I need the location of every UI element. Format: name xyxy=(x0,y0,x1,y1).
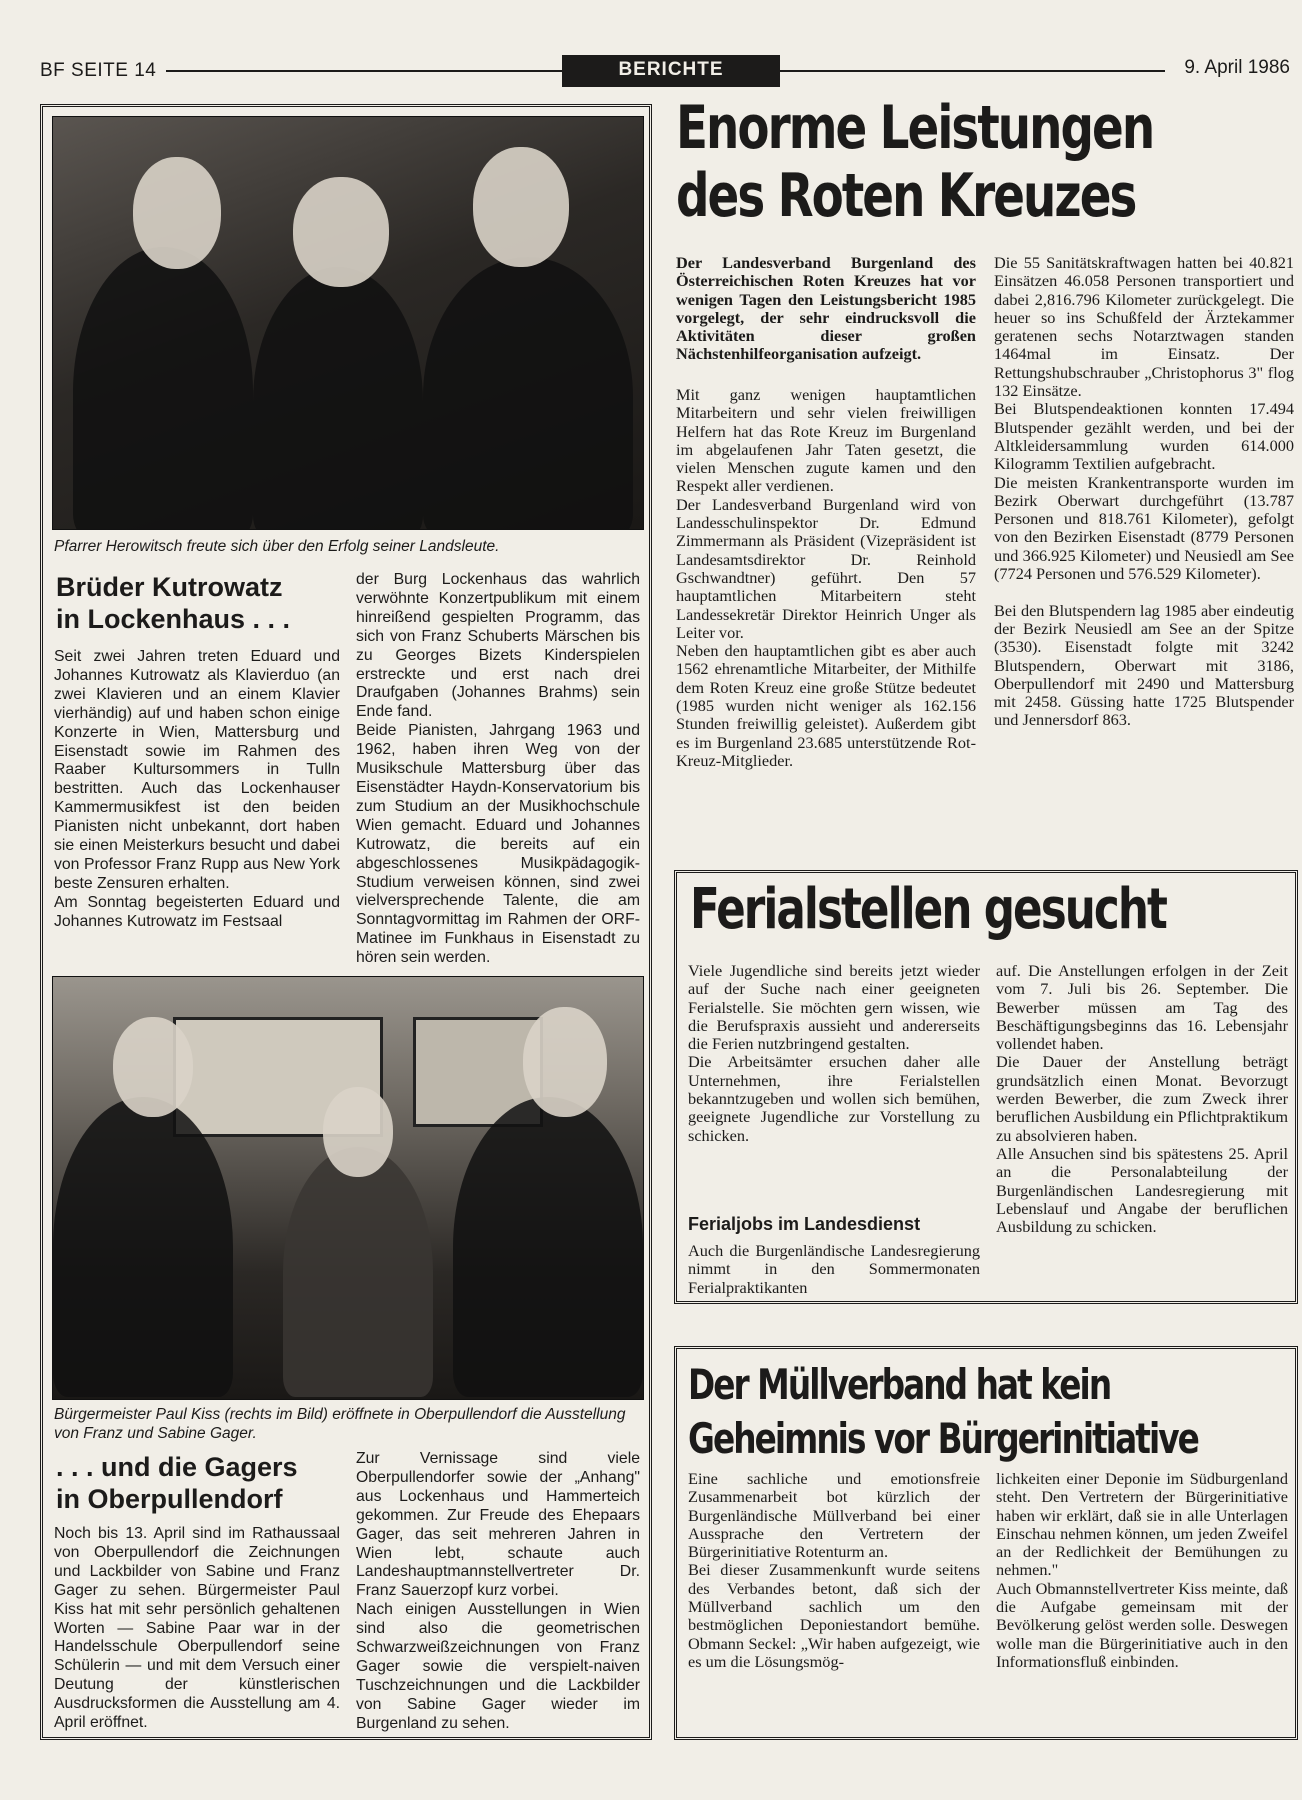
rotes-kreuz-headline-line1: Enorme Leistungen xyxy=(676,93,1154,163)
photo-exhibition-caption: Bürgermeister Paul Kiss (rechts im Bild) eröffnete in Oberpullendorf die Ausstellung von Franz und Sabine Gager. xyxy=(54,1406,626,1442)
gager-headline xyxy=(56,1451,346,1515)
kutrowatz-headline-line1: Brüder Kutrowatz xyxy=(56,572,283,602)
photo-pianists-caption: Pfarrer Herowitsch freute sich über den Erfolg seiner Landsleute. xyxy=(54,538,500,555)
section-label: BERICHTE xyxy=(562,55,780,87)
ferial-headline: Ferialstellen gesucht xyxy=(690,877,1166,942)
photo-pianists xyxy=(52,116,644,530)
rotes-kreuz-lead: Der Landesverband Burgenland des Österreichischen Roten Kreuzes hat vor wenigen Tagen den Leistungsbericht 1985 vorgelegt, der sehr eindrucksvoll die Aktivitäten dieser großen Nächstenhilfeorganisation aufzeigt. xyxy=(676,253,976,364)
muell-col1: Eine sachliche und emotionsfreie Zusammenarbeit bot kürzlich der Burgenländische Müllverband bei einer Aussprache den Vertretern der Bürgerinitiative Rotenturm an. Bei dieser Zusammenkunft wurde seitens des Verbandes betont, daß sich der Müllverband sachlich um den bestmöglichen Deponiestandort bemühe. Obmann Seckel: „Wir haben aufgezeigt, wie es um die Lösungsmög- xyxy=(688,1469,980,1671)
header-rule-right xyxy=(780,70,1165,72)
ferial-col2: auf. Die Anstellungen erfolgen in der Zeit vom 7. Juli bis 26. September. Die Bewerber müssen am Tag des Beschäftigungsbeginns das 16. Lebensjahr vollendet haben. Die Dauer der Anstellung beträgt grundsätzlich einen Monat. Bevorzugt werden Bewerber, die zum Zweck ihrer beruflichen Ausbildung ein Pflichtpraktikum zu absolvieren haben. Alle Ansuchen sind bis spätestens 25. April an die Personalabteilung der Burgenländischen Landesregierung mit Lebenslauf und Angabe der beruflichen Ausbildung zu schicken. xyxy=(996,961,1288,1237)
kutrowatz-headline xyxy=(56,571,346,635)
gager-headline-line2: in Oberpullendorf xyxy=(56,1484,283,1514)
rotes-kreuz-col1: Mit ganz wenigen hauptamtlichen Mitarbeitern und sehr vielen freiwilligen Helfern hat das Rote Kreuz im Burgenland im abgelaufenen Jahr Taten gesetzt, die vielen Menschen zugute kamen und den Respekt aller verdienen. Der Landesverband Burgenland wird von Landesschulinspektor Dr. Edmund Zimmermann als Präsident (Vizepräsident ist Landesamtsdirektor Dr. Reinhold Gschwandtner) geführt. Den 57 hauptamtlichen Mitarbeitern steht Landessekretär Direktor Heinrich Unger als Leiter vor. Neben den hauptamtlichen gibt es aber auch 1562 ehrenamtliche Mitarbeiter, der Mithilfe dem Roten Kreuz eine große Stütze bedeutet (1985 wurden nicht weniger als 162.156 Stunden freiwillig geleistet). Außerdem gibt es im Burgenland 23.685 unterstützende Rot-Kreuz-Mitglieder. xyxy=(676,385,976,770)
rotes-kreuz-headline xyxy=(676,94,1160,230)
header-rule-left xyxy=(166,70,562,72)
issue-date: 9. April 1986 xyxy=(1184,57,1290,78)
kutrowatz-col1: Seit zwei Jahren treten Eduard und Johannes Kutrowatz als Klavierduo (an zwei Klavieren und an einem Klavier vierhändig) auf und haben schon einige Konzerte in Wien, Mattersburg und Eisenstadt sowie im Rahmen des Raaber Kultursommers in Tulln bestritten. Auch das Lockenhauser Kammermusikfest ist den beiden Pianisten nicht unbekannt, dort haben sie einen Meisterkurs besucht und dabei von Professor Franz Rupp aus New York beste Zensuren erhalten. Am Sonntag begeisterten Eduard und Johannes Kutrowatz im Festsaal xyxy=(54,648,340,930)
muell-headline-line2: Geheimnis vor Bürgerinitiative xyxy=(688,1414,1198,1463)
muell-headline xyxy=(688,1358,1281,1466)
page-label: BF SEITE 14 xyxy=(40,60,157,81)
ferial-col1b: Auch die Burgenländische Landesregierung nimmt in den Sommermonaten Ferialpraktikanten xyxy=(688,1241,980,1297)
photo-exhibition xyxy=(52,976,644,1400)
muell-col2: lichkeiten einer Deponie im Südburgenland steht. Den Vertretern der Bürgerinitiative haben wir erklärt, daß sie in alle Unterlagen Einschau nehmen können, um jeden Zweifel an der Redlichkeit der Bemühungen zu nehmen." Auch Obmannstellvertreter Kiss meinte, daß die Aufgabe gemeinsam mit der Bevölkerung gelöst werden solle. Deswegen wolle man die Bürgerinitiative auch in den Informationsfluß einbinden. xyxy=(996,1469,1288,1671)
ferial-subhead: Ferialjobs im Landesdienst xyxy=(688,1214,921,1234)
kutrowatz-headline-line2: in Lockenhaus . . . xyxy=(56,604,291,634)
rotes-kreuz-col2: Die 55 Sanitätskraftwagen hatten bei 40.821 Einsätzen 46.058 Personen transportiert und dabei 2,816.796 Kilometer zurückgelegt. Die heuer so ins Schußfeld der Ärztekammer geratenen sechs Notarztwagen standen 1464mal im Einsatz. Der Rettungshubschrauber „Christophorus 3" flog 132 Einsätze. Bei Blutspendeaktionen konnten 17.494 Blutspender gezählt werden, und bei der Altkleidersammlung wurden 614.000 Kilogramm Textilien aufgebracht. Die meisten Krankentransporte wurden im Bezirk Oberwart durchgeführt (13.787 Personen und 818.761 Kilometer), gefolgt von den Bezirken Eisenstadt (8779 Personen und 366.925 Kilometer) und Neusiedl am See (7724 Personen und 576.529 Kilometer). Bei den Blutspendern lag 1985 aber eindeutig der Bezirk Neusiedl am See an der Spitze (3530). Eisenstadt folgte mit 3242 Blutspendern, Oberwart mit 3186, Oberpullendorf mit 2490 und Mattersburg mit 2458. Güssing hatte 1725 Blutspender und Jennersdorf 863. xyxy=(994,253,1294,730)
gager-col1: Noch bis 13. April sind im Rathaussaal von Oberpullendorf die Zeichnungen und Lackbilder von Sabine und Franz Gager zu sehen. Bürgermeister Paul Kiss hat mit sehr persönlich gehaltenen Worten — Sabine Paar war in der Handelsschule Oberpullendorf seine Schülerin — und mit dem Versuch einer Deutung der künstlerischen Ausdrucksformen die Ausstellung am 4. April eröffnet. xyxy=(54,1525,340,1732)
gager-headline-line1: . . . und die Gagers xyxy=(56,1452,298,1482)
gager-col2: Zur Vernissage sind viele Oberpullendorfer sowie der „Anhang" aus Lockenhaus und Hammerteich gekommen. Zur Freude des Ehepaars Gager, das seit mehreren Jahren in Wien lebt, schaute auch Landeshauptmannstellvertreter Dr. Franz Sauerzopf kurz vorbei. Nach einigen Ausstellungen in Wien sind also die geometrischen Schwarzweißzeichnungen von Franz Gager sowie die verspielt-naiven Tuschzeichnungen und die Lackbilder von Sabine Gager wieder im Burgenland zu sehen. xyxy=(356,1450,640,1732)
rotes-kreuz-headline-line2: des Roten Kreuzes xyxy=(676,161,1136,231)
muell-headline-line1: Der Müllverband hat kein xyxy=(688,1360,1111,1409)
ferial-col1: Viele Jugendliche sind bereits jetzt wieder auf der Suche nach einer geeigneten Ferialstelle. Sie möchten gern wissen, wie die Berufspraxis aussieht und andererseits die Ferien nutzbringend gestalten. Die Arbeitsämter ersuchen daher alle Unternehmen, ihre Ferialstellen bekanntzugeben und wollen sich bemühen, geeignete Jugendliche zur Vorstellung zu schicken. xyxy=(688,961,980,1145)
kutrowatz-col2: der Burg Lockenhaus das wahrlich verwöhnte Konzertpublikum mit einem hinreißend gespielten Programm, das sich von Franz Schuberts Märschen bis zu Georges Bizets Kinderspielen erstreckte und erst nach drei Draufgaben (Johannes Brahms) sein Ende fand. Beide Pianisten, Jahrgang 1963 und 1962, haben ihren Weg von der Musikschule Mattersburg über das Eisenstädter Haydn-Konservatorium bis zum Studium an der Musikhochschule Wien gemacht. Eduard und Johannes Kutrowatz, die bereits auf ein abgeschlossenes Musikpädagogik-Studium verweisen können, sind zwei vielversprechende Talente, die am Sonntagvormittag im Rahmen der ORF-Matinee im Funkhaus in Eisenstadt zu hören sein werden. xyxy=(356,571,640,967)
